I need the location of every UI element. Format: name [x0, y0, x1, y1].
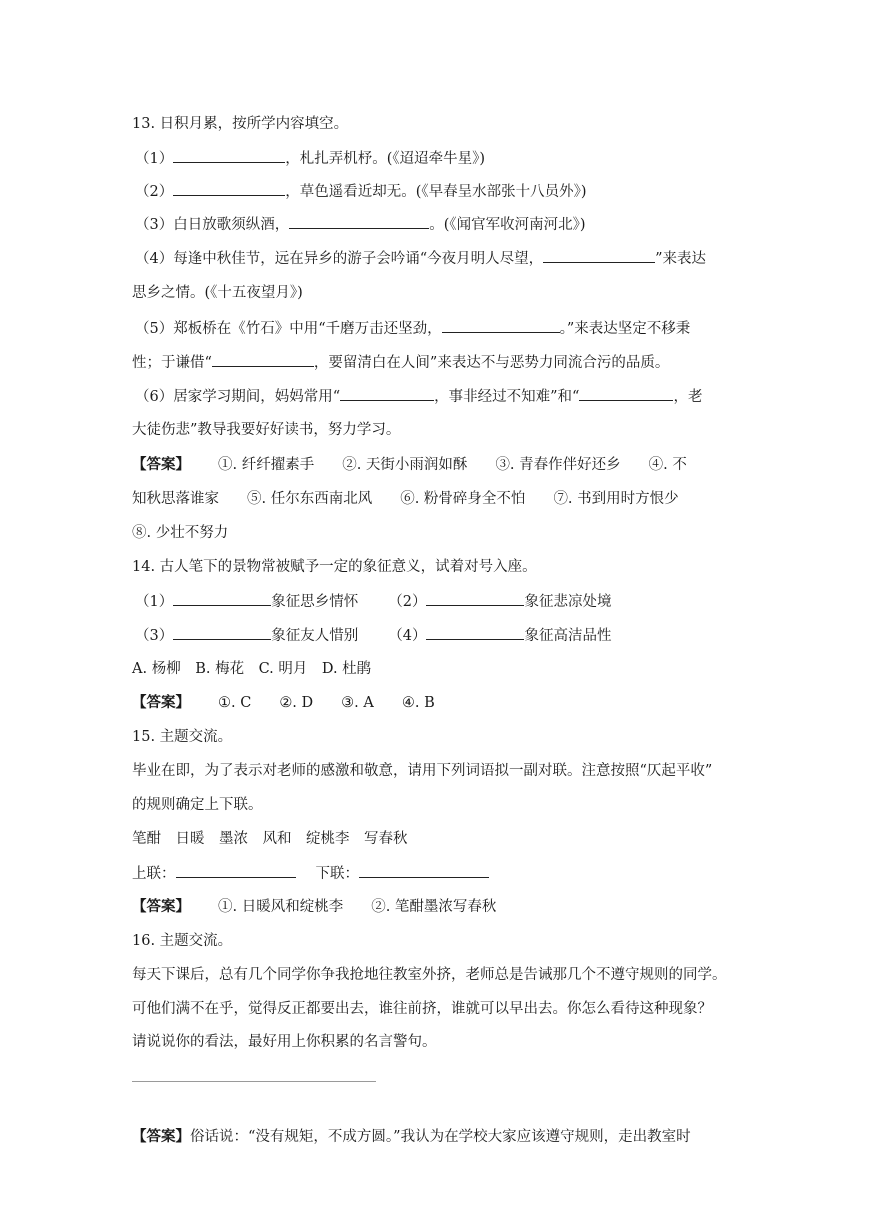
q13-item-5-cont: 性；于谦借“ ，要留清白在人间”来表达不与恶势力同流合污的品质。 [132, 352, 669, 373]
q14-row-2: （3） 象征友人惜别 （4） 象征高洁品性 [135, 625, 611, 646]
q15-title: 15. 主题交流。 [132, 729, 233, 745]
q13-item-6: （6）居家学习期间，妈妈常用“ ，事非经过不知难”和“ ，老 [135, 386, 702, 407]
blank [579, 386, 673, 401]
upper-blank [176, 863, 296, 878]
q14-row-1: （1） 象征思乡情怀 （2） 象征悲凉处境 [135, 591, 611, 612]
q16-prompt-1: 每天下课后，总有几个同学你争我抢地往教室外挤，老师总是告诫那几个不遵守规则的同学。 [132, 967, 727, 983]
blank [173, 625, 271, 640]
blank [212, 352, 314, 367]
q15-words: 笔酣 日暖 墨浓 风和 绽桃李 写春秋 [132, 831, 408, 847]
blank [289, 214, 429, 229]
blank [543, 248, 655, 263]
q16-prompt-2: 可他们满不在乎，觉得反正都要出去，谁往前挤，谁就可以早出去。你怎么看待这种现象？ [132, 1001, 712, 1017]
q13-item-3: （3）白日放歌须纵酒， 。(《闻官军收河南河北》) [135, 214, 586, 235]
answer-line-divider [132, 1081, 376, 1082]
q15-answer: 【答案】 ①. 日暖风和绽桃李 ②. 笔酣墨浓写春秋 [132, 898, 497, 915]
q15-prompt-1: 毕业在即，为了表示对老师的感激和敬意，请用下列词语拟一副对联。注意按照“仄起平收” [132, 763, 713, 779]
blank [340, 386, 434, 401]
q16-answer: 【答案】俗话说：“没有规矩，不成方圆。”我认为在学校大家应该遵守规则，走出教室时 [132, 1128, 691, 1145]
q16-prompt-3: 请说说你的看法，最好用上你积累的名言警句。 [132, 1034, 437, 1050]
q13-answer-cont2: ⑧. 少壮不努力 [132, 525, 229, 541]
q13-answer: 【答案】 ①. 纤纤擢素手 ②. 天街小雨润如酥 ③. 青春作伴好还乡 ④. 不 [132, 456, 687, 473]
q13-item-4: （4）每逢中秋佳节，远在异乡的游子会吟诵“今夜月明人尽望， ”来表达 [135, 248, 706, 269]
q13-title: 13. 日积月累，按所学内容填空。 [132, 116, 349, 132]
q15-couplet-blanks: 上联： 下联： [132, 863, 489, 884]
q14-answer: 【答案】 ①. C ②. D ③. A ④. B [132, 694, 435, 711]
q13-answer-cont: 知秋思落谁家 ⑤. 任尔东西南北风 ⑥. 粉骨碎身全不怕 ⑦. 书到用时方恨少 [132, 491, 679, 507]
blank [173, 591, 271, 606]
lower-blank [359, 863, 489, 878]
q16-title: 16. 主题交流。 [132, 933, 233, 949]
blank [426, 591, 524, 606]
blank [173, 181, 285, 196]
q13-item-5: （5）郑板桥在《竹石》中用“千磨万击还坚劲， 。”来表达坚定不移秉 [135, 318, 690, 339]
q14-title: 14. 古人笔下的景物常被赋予一定的象征意义，试着对号入座。 [132, 559, 537, 575]
q14-options: A. 杨柳 B. 梅花 C. 明月 D. 杜鹃 [132, 661, 372, 677]
q13-item-6-cont: 大徒伤悲”教导我要好好读书，努力学习。 [132, 422, 401, 438]
blank [442, 318, 560, 333]
q13-item-1: （1） ，札扎弄机杼。(《迢迢牵牛星》) [135, 148, 485, 169]
q13-item-2: （2） ，草色遥看近却无。(《早春呈水部张十八员外》) [135, 181, 587, 202]
q13-item-4-cont: 思乡之情。(《十五夜望月》) [132, 285, 303, 301]
blank [426, 625, 524, 640]
q15-prompt-2: 的规则确定上下联。 [132, 797, 263, 813]
blank [173, 148, 285, 163]
